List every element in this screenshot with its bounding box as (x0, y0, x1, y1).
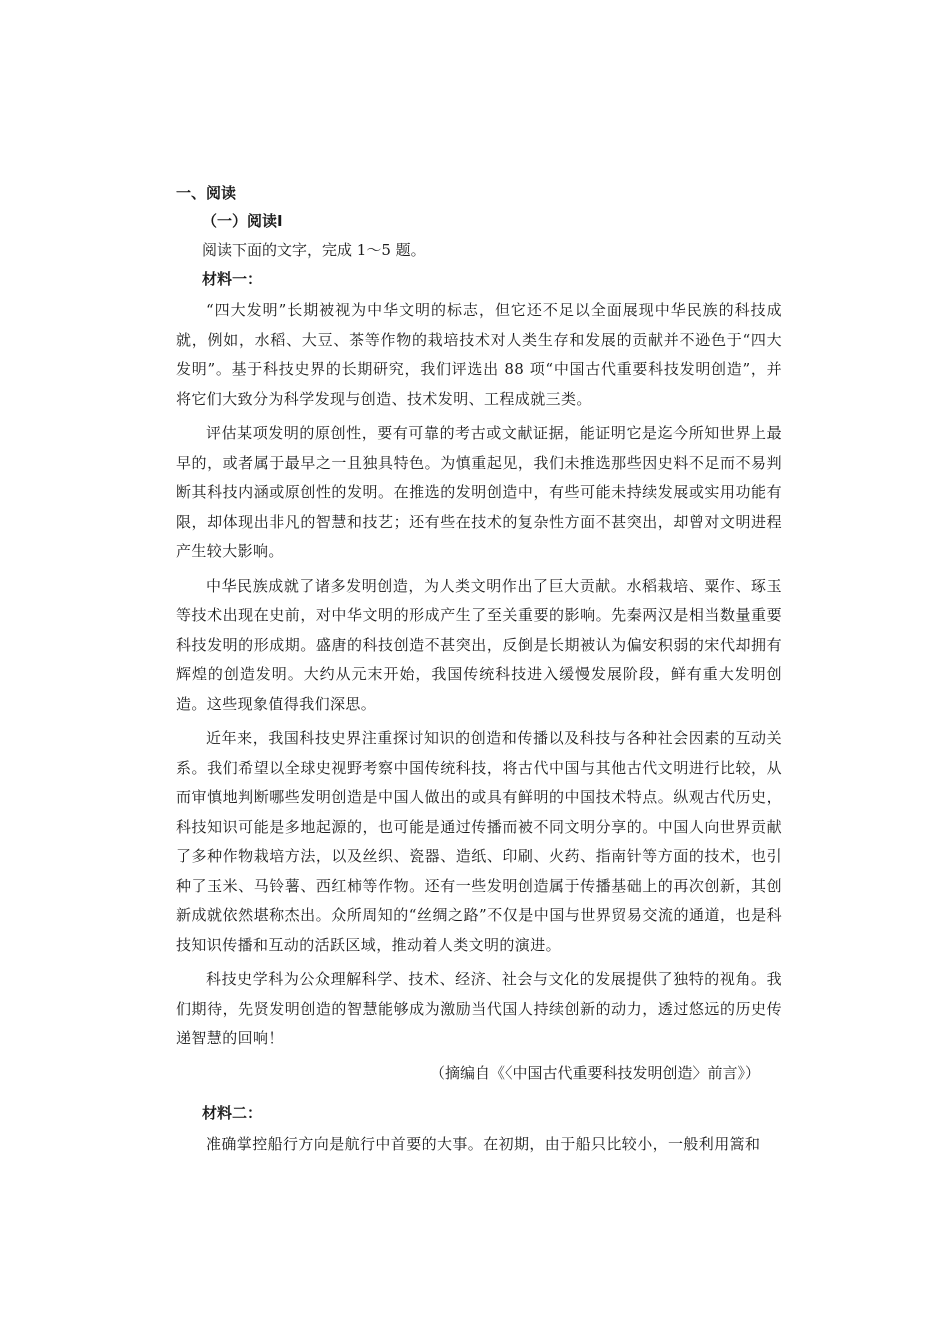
material-one-paragraph: “四大发明”长期被视为中华文明的标志，但它还不足以全面展现中华民族的科技成就，例如，水稻、大豆、茶等作物的栽培技术对人类生存和发展的贡献并不逊色于“四大发明”。基于科技史界的长期研究，我们评选出 88 项“中国古代重要科技发明创造”，并将它们大致分为科学发现与创造、技术发明、工程成就三类。 (176, 301, 782, 408)
document-body (176, 180, 782, 1159)
material-one-source: （摘编自《〈中国古代重要科技发明创造〉前言》） (429, 1063, 760, 1082)
material-one-paragraph: 中华民族成就了诸多发明创造，为人类文明作出了巨大贡献。水稻栽培、粟作、琢玉等技术出现在史前，对中华文明的形成产生了至关重要的影响。先秦两汉是相当数量重要科技发明的形成期。盛唐的科技创造不甚突出，反倒是长期被认为偏安积弱的宋代却拥有辉煌的创造发明。大约从元末开始，我国传统科技进入缓慢发展阶段，鲜有重大发明创造。这些现象值得我们深思。 (176, 576, 782, 713)
section-title: 一、阅读 (176, 184, 237, 202)
material-one-label: 材料一： (202, 270, 263, 288)
material-one-paragraph: 评估某项发明的原创性，要有可靠的考古或文献证据，能证明它是迄今所知世界上最早的，或者属于最早之一且独具特色。为慎重起见，我们未推选那些因史料不足而不易判断其科技内涵或原创性的发明。在推选的发明创造中，有些可能未持续发展或实用功能有限，却体现出非凡的智慧和技艺；还有些在技术的复杂性方面不甚突出，却曾对文明进程产生较大影响。 (176, 424, 782, 560)
material-two-label: 材料二： (202, 1103, 263, 1122)
material-one-paragraph: 科技史学科为公众理解科学、技术、经济、社会与文化的发展提供了独特的视角。我们期待，先贤发明创造的智慧能够成为激励当代国人持续创新的动力，透过悠远的历史传递智慧的回响！ (176, 970, 782, 1047)
subsection-title: （一）阅读Ⅰ (202, 212, 283, 230)
material-one-paragraph: 近年来，我国科技史界注重探讨知识的创造和传播以及科技与各种社会因素的互动关系。我们希望以全球史视野考察中国传统科技，将古代中国与其他古代文明进行比较，从而审慎地判断哪些发明创造是中国人做出的或具有鲜明的中国技术特点。纵观古代历史，科技知识可能是多地起源的，也可能是通过传播而被不同文明分享的。中国人向世界贡献了多种作物栽培方法，以及丝织、瓷器、造纸、印刷、火药、指南针等方面的技术，也引种了玉米、马铃薯、西红柿等作物。还有一些发明创造属于传播基础上的再次创新，其创新成就依然堪称杰出。众所周知的“丝绸之路”不仅是中国与世界贸易交流的通道，也是科技知识传播和互动的活跃区域，推动着人类文明的演进。 (176, 729, 782, 954)
instruction-text: 阅读下面的文字，完成 1～5 题。 (202, 241, 426, 259)
material-two-paragraph: 准确掌控船行方向是航行中首要的大事。在初期，由于船只比较小，一般利用篙和 (206, 1134, 761, 1153)
